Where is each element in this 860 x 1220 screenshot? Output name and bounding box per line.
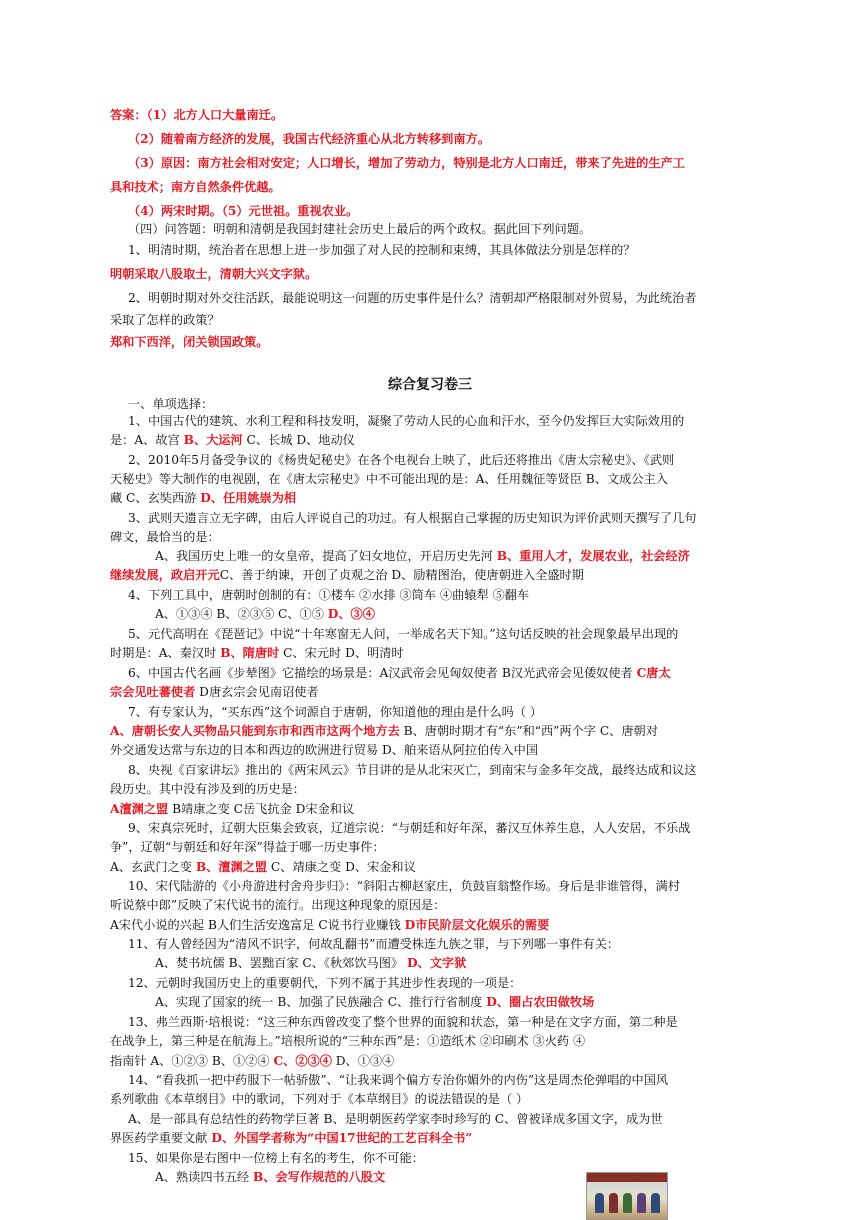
question-line: [110, 917, 750, 933]
question-line: 听说蔡中郎”反映了宋代说书的流行。出现这种现象的原因是：: [110, 898, 446, 912]
option-text: C、靖康之变 D、宋金和议: [267, 860, 416, 874]
option-text: C、宋元时 D、明清时: [279, 646, 404, 660]
option-text: 是：A、故宫: [110, 433, 184, 447]
question-line: 15、如果你是右图中一位榜上有名的考生，你不可能：: [128, 1151, 424, 1165]
correct-option: C唐太: [636, 666, 671, 680]
correct-option: C、②③④: [273, 1054, 332, 1068]
option-text: A、焚书坑儒 B、罢黜百家 C、《秋郊饮马图》: [155, 956, 407, 970]
answer-line: 答案：（1）北方人口大量南迁。: [110, 108, 284, 122]
section-heading: 一、单项选择：: [128, 397, 214, 411]
page-title: 综合复习卷三: [388, 377, 472, 393]
option-text: A、①③④ B、②③⑤ C、①⑤: [155, 607, 328, 621]
question-line: 14、“看我抓一把中药服下一帖骄傲”、“让我来调个偏方专治你媚外的内伤”这是周杰伦弹唱的中国风: [128, 1073, 669, 1087]
question-line: [110, 567, 750, 583]
question-line: 1、明清时期，统治者在思想上进一步加强了对人民的控制和束缚，其具体做法分别是怎样的？: [128, 243, 636, 257]
question-line: [110, 801, 750, 817]
question-line: 10、宋代陆游的《小舟游进村舍舟步归》：“斜阳古柳赵家庄，负鼓盲翁整作场。身后是非谁管得，满村: [128, 879, 680, 893]
correct-option: D、外国学者称为“中国17世纪的工艺百科全书”: [211, 1131, 473, 1145]
correct-option: D、圈占农田做牧场: [486, 995, 595, 1009]
question-line: [110, 684, 750, 700]
question-line: [155, 994, 795, 1010]
question-line: [110, 1130, 750, 1146]
correct-option: B、澶渊之盟: [195, 860, 268, 874]
question-line: 1、中国古代的建筑、水利工程和科技发明，凝聚了劳动人民的心血和汗水，至今仍发挥巨大实际效用的: [128, 414, 685, 428]
correct-option: D、文字狱: [406, 956, 467, 970]
question-line: [155, 606, 795, 622]
option-text: A、实现了国家的统一 B、加强了民族融合 C、推行行省制度: [155, 995, 487, 1009]
question-line: 天秘史》等大制作的电视剧，在《唐太宗秘史》中不可能出现的是：A、任用魏征等贤臣 B、文成公主入: [110, 472, 668, 486]
option-text: A宋代小说的兴起 B人们生活安逸富足 C说书行业赚钱: [110, 918, 405, 932]
question-line: A、是一部具有总结性的药物学巨著 B、是明朝医药学家李时珍写的 C、曾被译成多国文字，成为世: [128, 1112, 663, 1126]
option-text: 6、中国古代名画《步辇图》它描绘的场景是：A汉武帝会见匈奴使者 B汉光武帝会见倭奴使者: [128, 666, 637, 680]
correct-option: D市民阶层文化娱乐的需要: [404, 918, 550, 932]
correct-option: D、③④: [327, 607, 375, 621]
correct-option: 继续发展，政启开元: [110, 568, 220, 582]
question-line: [155, 548, 795, 564]
question-line: [110, 645, 750, 661]
question-line: 3、武则天遗言立无字碑，由后人评说自己的功过。有人根据自己掌握的历史知识为评价武则天撰写了几句: [128, 511, 697, 525]
question-line: 5、元代高明在《琵琶记》中说“十年寒窗无人问，一举成名天下知。”这句话反映的社会现象最早出现的: [128, 627, 679, 641]
answer-line: （3）原因：南方社会相对安定；人口增长，增加了劳动力，特别是北方人口南迁，带来了先进的生产工: [128, 156, 685, 170]
question-line: 段历史。其中没有涉及到的历史是：: [110, 782, 305, 796]
correct-option: B、重用人才，发展农业，社会经济: [496, 549, 690, 563]
correct-option: A、唐朝长安人买物品只能到东市和西市这两个地方去: [110, 724, 400, 738]
option-text: C、长城 D、地动仪: [242, 433, 355, 447]
answer-line: （4）两宋时期。（5）元世祖。重视农业。: [128, 204, 359, 218]
correct-option: A澶渊之盟: [110, 802, 169, 816]
answer-line: 郑和下西洋，闭关锁国政策。: [110, 335, 269, 349]
question-line: [155, 1169, 795, 1185]
option-text: B靖康之变 C岳飞抗金 D宋金和议: [168, 802, 355, 816]
question-line: 采取了怎样的政策？: [110, 313, 220, 327]
question-line: [128, 665, 768, 681]
question-line: [110, 1053, 750, 1069]
question-line: 9、宋真宗死时，辽朝大臣集会致哀，辽道宗说：“与朝廷和好年深，蕃汉互休养生息，人人安居，不乐战: [128, 821, 691, 835]
question-line: 13、弗兰西斯·培根说：“这三种东西曾改变了整个世界的面貌和状态，第一种是在文字方面，第二种是: [128, 1015, 678, 1029]
part4-intro: （四）问答题：明朝和清朝是我国封建社会历史上最后的两个政权。据此回下列问题。: [128, 222, 592, 236]
option-text: 藏 C、玄奘西游: [110, 491, 201, 505]
question-line: 在战争上，第三种是在航海上。”培根所说的“三种东西”是：①造纸术 ②印刷术 ③火药 ④: [110, 1034, 586, 1048]
question-line: 外交通发达常与东边的日本和西边的欧洲进行贸易 D、舶来语从阿拉伯传入中国: [110, 743, 539, 757]
question-line: [110, 490, 750, 506]
question-line: 7、有专家认为，“买东西”这个词源自于唐朝，你知道他的理由是什么吗（ ）: [128, 705, 543, 719]
option-text: 界医药学重要文献: [110, 1131, 212, 1145]
option-text: A、熟读四书五经: [155, 1170, 253, 1184]
question-line: 11、有人曾经因为“清风不识字，何故乱翻书”而遭受株连九族之罪，与下列哪一事件有关：: [128, 937, 620, 951]
question-line: 碑文，最恰当的是：: [110, 530, 220, 544]
option-text: B、唐朝时期才有“东”和“西”两个字 C、唐朝对: [399, 724, 658, 738]
option-text: A、玄武门之变: [110, 860, 196, 874]
option-text: 时期是：A、秦汉时: [110, 646, 221, 660]
question-line: 2、2010年5月备受争议的《杨贵妃秘史》在各个电视台上映了，此后还将推出《唐太宗秘史》、《武则: [128, 453, 675, 467]
question-line: 2、明朝时期对外交往活跃，最能说明这一问题的历史事件是什么？清朝却严格限制对外贸易，为此统治者: [128, 291, 697, 305]
correct-option: D、任用姚崇为相: [200, 491, 297, 505]
option-text: D唐玄宗会见南诏使者: [195, 685, 319, 699]
option-text: A、我国历史上唯一的女皇帝，提高了妇女地位，开启历史先河: [155, 549, 497, 563]
question-line: [110, 432, 750, 448]
question-line: 系列歌曲《本草纲目》中的歌词，下列对于《本草纲目》的说法错误的是（ ）: [110, 1092, 529, 1106]
correct-option: B、大运河: [183, 433, 243, 447]
correct-option: B、会写作规范的八股文: [253, 1170, 386, 1184]
correct-option: B、隋唐时: [220, 646, 280, 660]
question-line: 4、下列工具中，唐朝时创制的有：①楼车 ②水排 ③筒车 ④曲辕犁 ⑤翻车: [128, 588, 530, 602]
option-text: 指南针 A、①②③ B、①②④: [110, 1054, 274, 1068]
exam-list-illustration: [586, 1172, 668, 1220]
question-line: [155, 955, 795, 971]
question-line: [110, 859, 750, 875]
option-text: C、善于纳谏，开创了贞观之治 D、励精图治，使唐朝进入全盛时期: [219, 568, 584, 582]
question-line: 8、央视《百家讲坛》推出的《两宋风云》节目讲的是从北宋灭亡，到南宋与金多年交战，最终达成和议这: [128, 763, 697, 777]
correct-option: 宗会见吐蕃使者: [110, 685, 196, 699]
option-text: D、①③④: [331, 1054, 395, 1068]
answer-line: 具和技术；南方自然条件优越。: [110, 180, 281, 194]
answer-line: （2）随着南方经济的发展，我国古代经济重心从北方转移到南方。: [128, 132, 490, 146]
question-line: 12、元朝时我国历史上的重要朝代，下列不属于其进步性表现的一项是：: [128, 976, 522, 990]
answer-line: 明朝采取八股取士，清朝大兴文字狱。: [110, 267, 318, 281]
question-line: [110, 723, 750, 739]
question-line: 争”，辽朝“与朝廷和好年深”得益于哪一历史事件：: [110, 840, 385, 854]
